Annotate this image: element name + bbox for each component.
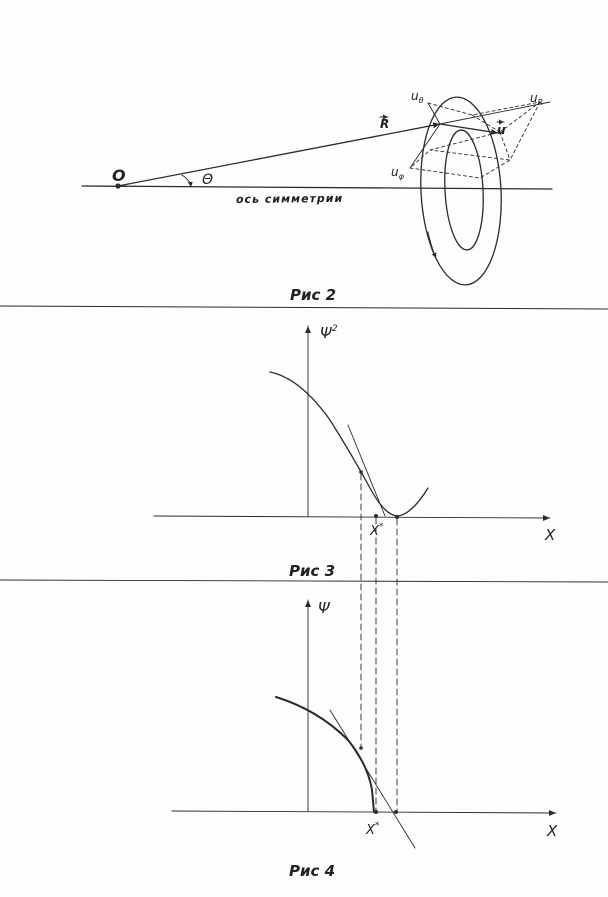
line-u-R (440, 102, 550, 124)
figure-3-caption: Рис 3 (289, 562, 336, 580)
symmetry-axis-label: ось симметрии (235, 191, 344, 206)
symmetry-axis-line (82, 186, 552, 189)
vector-R-label: R (380, 117, 390, 131)
fig3-y-label: $\Psi^2$ (320, 324, 338, 342)
figure-3 (154, 326, 550, 519)
figure-2 (82, 95, 552, 287)
origin-label: O (112, 166, 126, 185)
angle-label: Θ (202, 172, 214, 188)
fig3-tangent-point (359, 470, 363, 474)
u-R-label: $u_R$ (530, 91, 544, 107)
rotation-arrow (428, 232, 436, 258)
fig3-tangent (348, 425, 385, 516)
fig3-x-star-point (374, 514, 378, 518)
figure-4 (172, 600, 556, 848)
vector-u-label: u (497, 123, 506, 137)
separator-line-2 (0, 580, 608, 582)
line-u-theta (428, 103, 440, 124)
fig4-y-label: Ψ (318, 599, 330, 617)
fig4-curve (276, 697, 374, 812)
angle-arc (182, 175, 191, 187)
fig4-x-star-label: X* (366, 821, 380, 838)
fig3-x-star-label: X* (370, 522, 384, 539)
fig4-x-axis (172, 811, 556, 813)
fig4-tangent-point (359, 746, 363, 750)
fig3-x-label: X (545, 526, 556, 544)
u-theta-label: $u_\theta$ (411, 89, 424, 105)
fig3-x-axis (154, 516, 550, 518)
fig3-minimum-point (395, 515, 399, 519)
fig4-x-label: X (547, 822, 558, 840)
line-u-phi (410, 124, 440, 168)
separator-line-1 (0, 306, 608, 309)
figure-4-caption: Рис 4 (289, 862, 336, 880)
fig4-x-star-point (374, 810, 378, 814)
fig3-curve (270, 372, 428, 516)
torus-inner-ellipse (442, 129, 486, 251)
u-phi-label: $u_\varphi$ (391, 165, 404, 181)
torus-outer-ellipse (416, 95, 506, 287)
fig4-intercept-point (394, 810, 398, 814)
figure-2-caption: Рис 2 (290, 286, 337, 304)
